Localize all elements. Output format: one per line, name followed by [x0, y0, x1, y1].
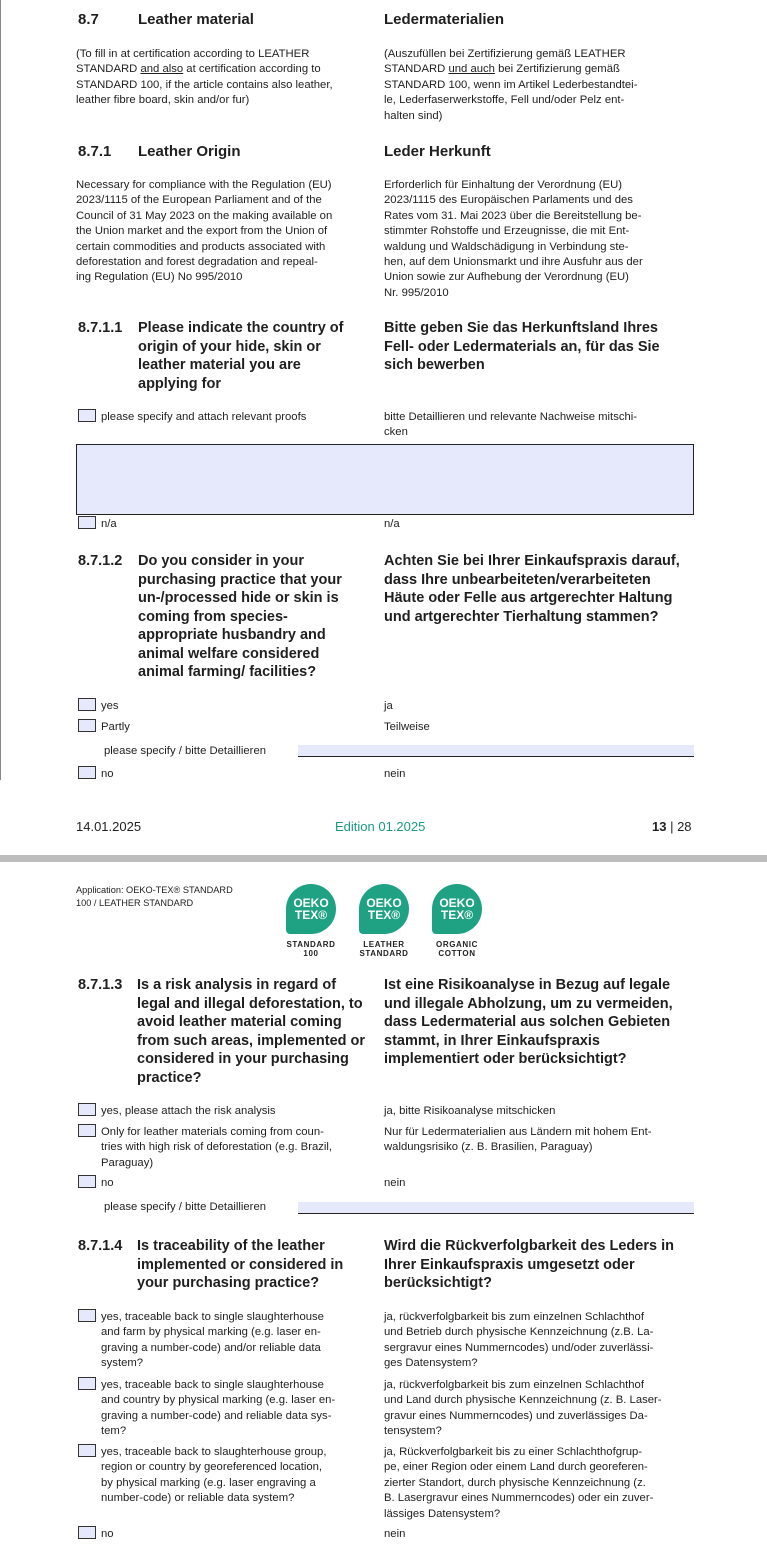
option-label-de: ja, rückverfolgbarkeit bis zum einzelnen Schlachthof und Betrieb durch physische Kennzeichnung (z.B. La- sergravur eines Nummerncodes) und/oder zuverlässi- ges Datensystem?: [384, 1311, 654, 1370]
specify-input[interactable]: [298, 745, 694, 757]
option-label-en: yes, traceable back to slaughterhouse group, region or country by georeferenced location, by physical marking (e.g. laser engraving a number-code) or reliable data system?: [101, 1446, 327, 1505]
option-label-en: please specify and attach relevant proofs: [101, 411, 307, 423]
risk-analysis-no-checkbox[interactable]: [78, 1175, 96, 1188]
option-label-de: ja, Rückverfolgbarkeit bis zu einer Schlachthofgrup- pe, einer Region oder einem Land durch georeferen- zierter Standort, durch physische Kennzeichnung (z. B. Lasergravur eines Nummerncodes) oder ein zuver- lässiges Datensystem?: [384, 1446, 654, 1520]
section-title-en: Leather material: [138, 11, 254, 28]
traceability-no-checkbox[interactable]: [78, 1526, 96, 1539]
oeko-tex-standard-100-logo: OEKO TEX® STANDARD 100: [286, 884, 336, 958]
section-title-de: Ledermaterialien: [384, 11, 505, 28]
high-risk-only-checkbox[interactable]: [78, 1124, 96, 1137]
question-number: 8.7.1.2: [78, 553, 123, 569]
specify-label: please specify / bitte Detaillieren: [104, 1201, 267, 1213]
section-number: 8.7: [78, 11, 99, 28]
question-number: 8.7.1.3: [78, 977, 123, 993]
specify-label: please specify / bitte Detaillieren: [104, 745, 267, 757]
question-de: Ist eine Risikoanalyse in Bezug auf legale und illegale Abholzung, um zu vermeiden, dass Ledermaterial aus solchen Gebieten stammt, in Ihrer Einkaufspraxis implementiert oder berücksichtigt?: [384, 977, 673, 1067]
option-label-en: yes: [101, 700, 119, 712]
option-label-de: bitte Detaillieren und relevante Nachweise mitschi- cken: [384, 411, 638, 439]
s871-text-en: Necessary for compliance with the Regulation (EU) 2023/1115 of the European Parliament and of the Council of 31 May 2023 on the making available on the Union market and the export from the Union of certain commodities and products associated with deforestation and forest degradation and repeal- ing Regulation (EU) No 995/2010: [76, 179, 333, 284]
page-left-rule: [0, 0, 1, 780]
option-label-en: yes, traceable back to single slaughterhouse and farm by physical marking (e.g. laser en- graving a number-code) and/or reliable data system?: [101, 1311, 324, 1370]
option-label-en: Only for leather materials coming from coun- tries with high risk of deforestation (e.g. Brazil, Paraguay): [101, 1126, 333, 1169]
option-label-en: no: [101, 1528, 114, 1540]
option-label-de: ja, bitte Risikoanalyse mitschicken: [384, 1105, 556, 1117]
s87-note-de: (Auszufüllen bei Zertifizierung gemäß LEATHER STANDARD und auch bei Zertifizierung gemäß STANDARD 100, wenn im Artikel Lederbestandtei- le, Lederfaserwerkstoffe, Fell und/oder Pelz ent- halten sind): [384, 48, 638, 122]
option-label-en: n/a: [101, 518, 117, 530]
option-label-de: n/a: [384, 518, 400, 530]
question-en: Is traceability of the leather implemented or considered in your purchasing practice?: [137, 1238, 344, 1291]
option-label-de: Teilweise: [384, 721, 430, 733]
question-de: Bitte geben Sie das Herkunftsland Ihres Fell- oder Ledermaterials an, für das Sie sich bewerben: [384, 320, 660, 373]
specify-checkbox[interactable]: [78, 409, 96, 422]
s87-note-en: (To fill in at certification according to LEATHER STANDARD and also at certification according to STANDARD 100, if the article contains also leather, leather fibre board, skin and/or fur): [76, 48, 333, 107]
traceable-farm-checkbox[interactable]: [78, 1309, 96, 1322]
traceable-country-checkbox[interactable]: [78, 1377, 96, 1390]
option-label-de: ja, rückverfolgbarkeit bis zum einzelnen Schlachthof und Land durch physische Kennzeichnung (z. B. Laser- gravur eines Nummerncodes) und zuverlässiges Da- tensystem?: [384, 1379, 662, 1438]
question-en: Please indicate the country of origin of your hide, skin or leather material you are applying for: [138, 320, 344, 392]
section-title-de: Leder Herkunft: [384, 143, 491, 160]
oeko-tex-leather-standard-logo: OEKO TEX® LEATHER STANDARD: [359, 884, 409, 958]
option-label-de: Nur für Ledermaterialien aus Ländern mit hohem Ent- waldungsrisiko (z. B. Brasilien, Paraguay): [384, 1126, 652, 1154]
question-de: Wird die Rückverfolgbarkeit des Leders in Ihrer Einkaufspraxis umgesetzt oder berücksichtigt?: [384, 1238, 674, 1291]
option-label-en: no: [101, 768, 114, 780]
option-label-en: no: [101, 1177, 114, 1189]
question-en: Is a risk analysis in regard of legal and illegal deforestation, to avoid leather material coming from such areas, implemented or considered in your purchasing practice?: [137, 977, 366, 1086]
na-checkbox[interactable]: [78, 516, 96, 529]
option-label-en: yes, please attach the risk analysis: [101, 1105, 276, 1117]
option-label-de: nein: [384, 1177, 406, 1189]
specify-input[interactable]: [298, 1202, 694, 1214]
question-de: Achten Sie bei Ihrer Einkaufspraxis darauf, dass Ihre unbearbeiteten/verarbeiteten Häute oder Felle aus artgerechter Haltung und artgerechter Tierhaltung stammen?: [384, 553, 680, 625]
question-number: 8.7.1.4: [78, 1238, 123, 1254]
option-label-de: ja: [384, 700, 393, 712]
section-title-en: Leather Origin: [138, 143, 241, 160]
question-number: 8.7.1.1: [78, 320, 123, 336]
page-separator: [0, 855, 767, 862]
application-header: Application: OEKO-TEX® STANDARD 100 / LEATHER STANDARD: [76, 885, 233, 908]
footer-date: 14.01.2025: [76, 819, 142, 834]
no-checkbox[interactable]: [78, 766, 96, 779]
country-origin-textarea[interactable]: [76, 444, 694, 515]
yes-checkbox[interactable]: [78, 698, 96, 711]
option-label-en: Partly: [101, 721, 130, 733]
option-label-en: yes, traceable back to single slaughterhouse and country by physical marking (e.g. laser en- graving a number-code) and reliable data sys- tem?: [101, 1379, 336, 1438]
partly-checkbox[interactable]: [78, 719, 96, 732]
traceable-group-checkbox[interactable]: [78, 1444, 96, 1457]
risk-analysis-yes-checkbox[interactable]: [78, 1103, 96, 1116]
question-en: Do you consider in your purchasing practice that your un-/processed hide or skin is coming from species- appropriate husbandry and animal welfare considered animal farming/ facilities?: [138, 553, 342, 680]
footer-page-number: 13 | 28: [652, 819, 692, 834]
option-label-de: nein: [384, 1528, 406, 1540]
s871-text-de: Erforderlich für Einhaltung der Verordnung (EU) 2023/1115 des Europäischen Parlaments und des Rates vom 31. Mai 2023 über die Bereitstellung be- stimmter Rohstoffe und Erzeugnisse, die mit Ent- waldung und Waldschädigung in Verbindung ste- hen, auf dem Unionsmarkt und ihre Ausfuhr aus der Union sowie zur Aufhebung der Verordnung (EU) Nr. 995/2010: [384, 179, 643, 299]
footer-edition: Edition 01.2025: [335, 819, 426, 834]
option-label-de: nein: [384, 768, 406, 780]
section-number: 8.7.1: [78, 143, 112, 160]
oeko-tex-organic-cotton-logo: OEKO TEX® ORGANIC COTTON: [432, 884, 482, 958]
